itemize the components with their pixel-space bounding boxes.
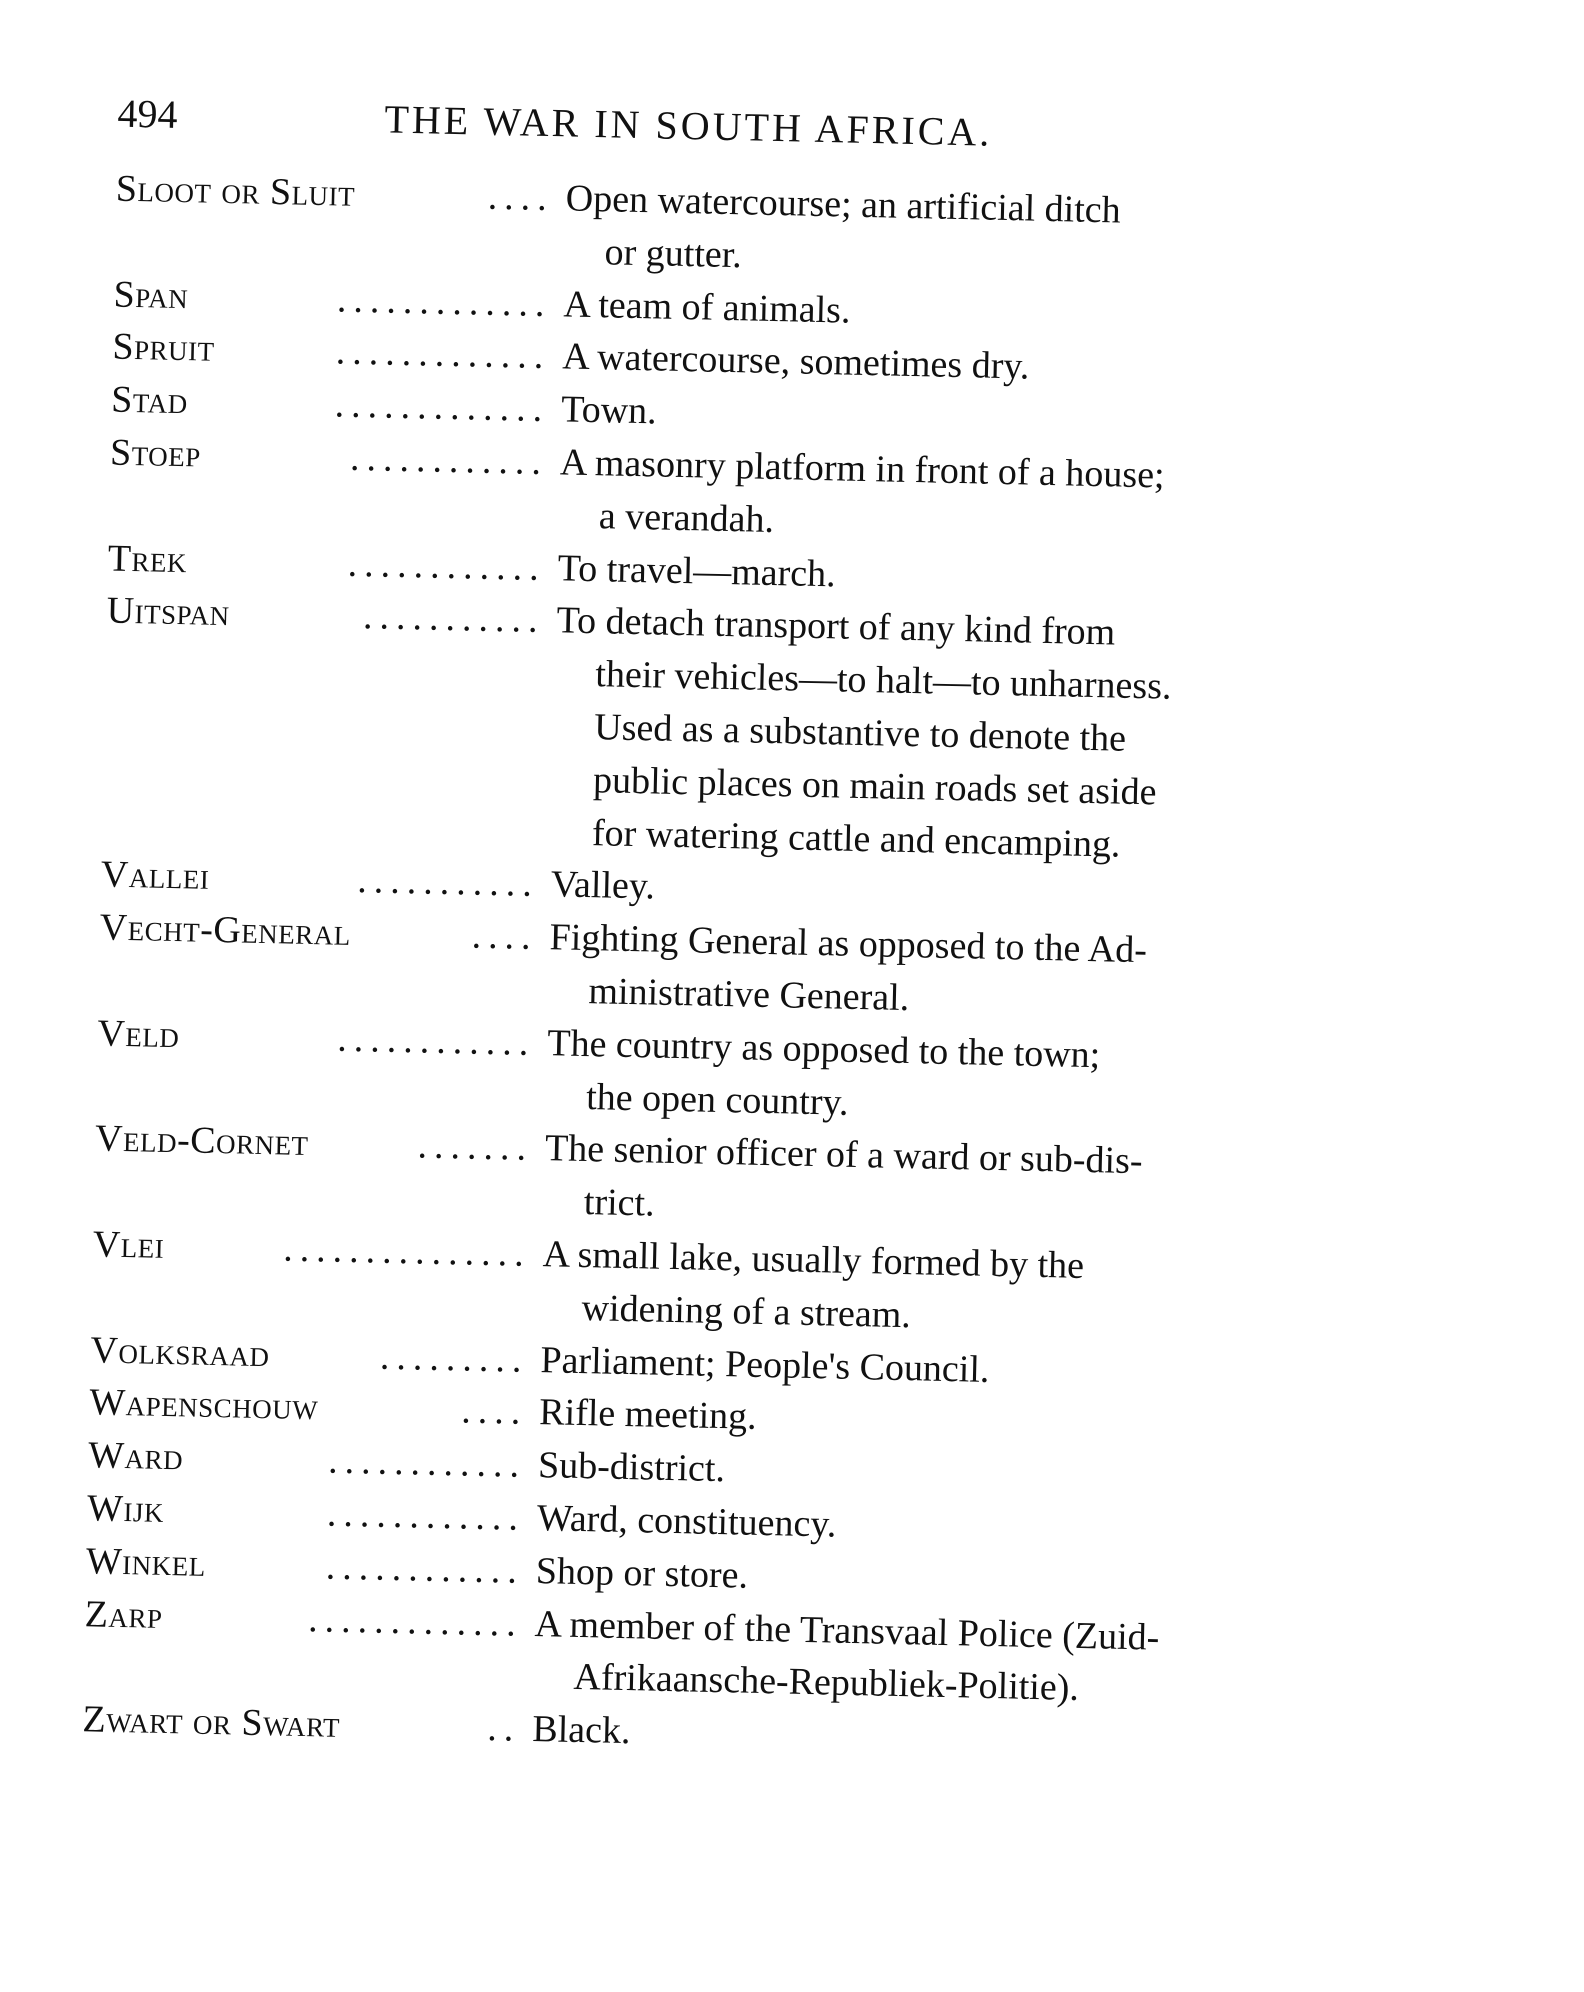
- definition-line: public places on main roads set aside: [592, 758, 1157, 814]
- glossary-term: Trek: [107, 537, 188, 581]
- term-cell: [89, 1377, 538, 1440]
- definition-line: Fighting General as opposed to the Ad-: [549, 916, 1148, 972]
- term-cell: [85, 1535, 534, 1598]
- definition-line: A member of the Transvaal Police (Zuid-: [534, 1602, 1160, 1659]
- dot-leader: ...............: [282, 1227, 532, 1275]
- definition-line: their vehicles—to halt—to unharness.: [594, 653, 1172, 708]
- glossary-definition: [562, 172, 1386, 296]
- definition-line: Valley.: [550, 863, 656, 908]
- definition-line: Sub-district.: [537, 1444, 726, 1491]
- glossary-list: [82, 163, 1386, 1774]
- definition-line: A masonry platform in front of a house;: [559, 441, 1166, 497]
- dot-leader: ............: [327, 1439, 527, 1486]
- glossary-term: Veld-Cornet: [94, 1117, 310, 1165]
- dot-leader: .............: [307, 1597, 524, 1645]
- glossary-term: Winkel: [85, 1539, 207, 1585]
- definition-line: Ward, constituency.: [536, 1497, 837, 1546]
- dot-leader: .......: [417, 1124, 534, 1170]
- definition-line: a verandah.: [598, 494, 775, 541]
- definition-line: Town.: [560, 388, 658, 433]
- dot-leader: .........: [379, 1335, 529, 1381]
- glossary-term: Span: [113, 273, 189, 317]
- glossary-definition: [539, 1228, 1363, 1352]
- definition-line: Shop or store.: [535, 1549, 749, 1597]
- running-title: THE WAR IN SOUTH AFRICA.: [384, 96, 993, 155]
- glossary-term: Stad: [110, 378, 189, 423]
- glossary-term: Uitspan: [106, 589, 231, 635]
- term-cell: [111, 374, 560, 437]
- glossary-term: Zarp: [84, 1592, 164, 1637]
- dot-leader: ...........: [362, 595, 546, 642]
- term-cell: [112, 321, 561, 384]
- term-cell: [82, 1693, 531, 1756]
- definition-line: Used as a substantive to denote the: [593, 706, 1127, 760]
- definition-line: the open country.: [585, 1075, 850, 1124]
- glossary-definition: [546, 911, 1370, 1035]
- glossary-term: Ward: [87, 1434, 184, 1479]
- definition-line: or gutter.: [604, 231, 743, 277]
- term-cell: [108, 427, 558, 542]
- definition-line: To detach transport of any kind from: [556, 599, 1116, 654]
- dot-leader: ..: [486, 1707, 521, 1750]
- definition-line: A team of animals.: [563, 282, 851, 332]
- term-cell: [113, 268, 562, 331]
- dot-leader: .............: [334, 383, 550, 431]
- glossary-term: Spruit: [112, 325, 216, 371]
- dot-leader: ....: [487, 175, 555, 220]
- glossary-term: Zwart or Swart: [82, 1698, 341, 1746]
- glossary-definition: [531, 1598, 1355, 1722]
- running-head: [117, 89, 1388, 167]
- dot-leader: ....: [460, 1389, 528, 1434]
- term-cell: [100, 849, 549, 912]
- definition-line: Afrikaansche-Republiek-Politie).: [573, 1656, 1080, 1710]
- term-cell: [87, 1482, 536, 1545]
- dot-leader: ............: [347, 542, 547, 589]
- glossary-term: Vecht-General: [99, 906, 352, 955]
- glossary-definition: [549, 595, 1377, 877]
- dot-leader: ....: [471, 914, 539, 959]
- dot-leader: ............: [349, 436, 549, 484]
- page-number: 494: [117, 90, 179, 137]
- definition-line: A small lake, usually formed by the: [542, 1233, 1085, 1287]
- glossary-entry: [102, 585, 1377, 877]
- dot-leader: ............: [326, 1492, 526, 1539]
- definition-line: The country as opposed to the town;: [546, 1021, 1101, 1076]
- glossary-term: Vallei: [100, 853, 210, 899]
- term-cell: [114, 163, 564, 278]
- term-cell: [102, 585, 556, 859]
- definition-line: widening of a stream.: [581, 1286, 912, 1336]
- term-cell: [93, 1113, 543, 1228]
- glossary-term: Wijk: [86, 1487, 165, 1531]
- definition-line: Parliament; People's Council.: [540, 1338, 990, 1391]
- dot-leader: .............: [335, 330, 551, 378]
- term-cell: [91, 1218, 541, 1333]
- definition-line: Black.: [531, 1708, 631, 1753]
- glossary-definition: [556, 436, 1380, 560]
- definition-line: The senior officer of a ward or sub-dis-: [544, 1127, 1143, 1183]
- dot-leader: .............: [336, 278, 552, 325]
- definition-line: for watering cattle and encamping.: [591, 811, 1121, 866]
- term-cell: [83, 1588, 533, 1703]
- term-cell: [98, 902, 548, 1017]
- glossary-term: Veld: [97, 1012, 180, 1056]
- glossary-definition: [541, 1122, 1365, 1246]
- glossary-definition: [544, 1017, 1368, 1141]
- definition-line: Open watercourse; an artificial ditch: [565, 177, 1122, 232]
- definition-line: ministrative General.: [588, 970, 910, 1020]
- definition-line: trict.: [583, 1181, 656, 1225]
- dot-leader: ............: [325, 1545, 525, 1592]
- term-cell: [88, 1429, 537, 1492]
- glossary-term: Wapenschouw: [88, 1381, 319, 1429]
- definition-line: Rifle meeting.: [538, 1391, 758, 1439]
- glossary-term: Vlei: [92, 1223, 165, 1267]
- definition-line: A watercourse, sometimes dry.: [561, 335, 1030, 388]
- term-cell: [107, 532, 556, 595]
- term-cell: [96, 1007, 546, 1122]
- dot-leader: ............: [336, 1017, 536, 1064]
- glossary-term: Stoep: [109, 431, 202, 476]
- glossary-term: Sloot or Sluit: [115, 167, 356, 215]
- definition-line: To travel—march.: [557, 546, 837, 595]
- dot-leader: ...........: [356, 859, 540, 906]
- glossary-term: Volksraad: [90, 1328, 270, 1375]
- term-cell: [90, 1324, 539, 1387]
